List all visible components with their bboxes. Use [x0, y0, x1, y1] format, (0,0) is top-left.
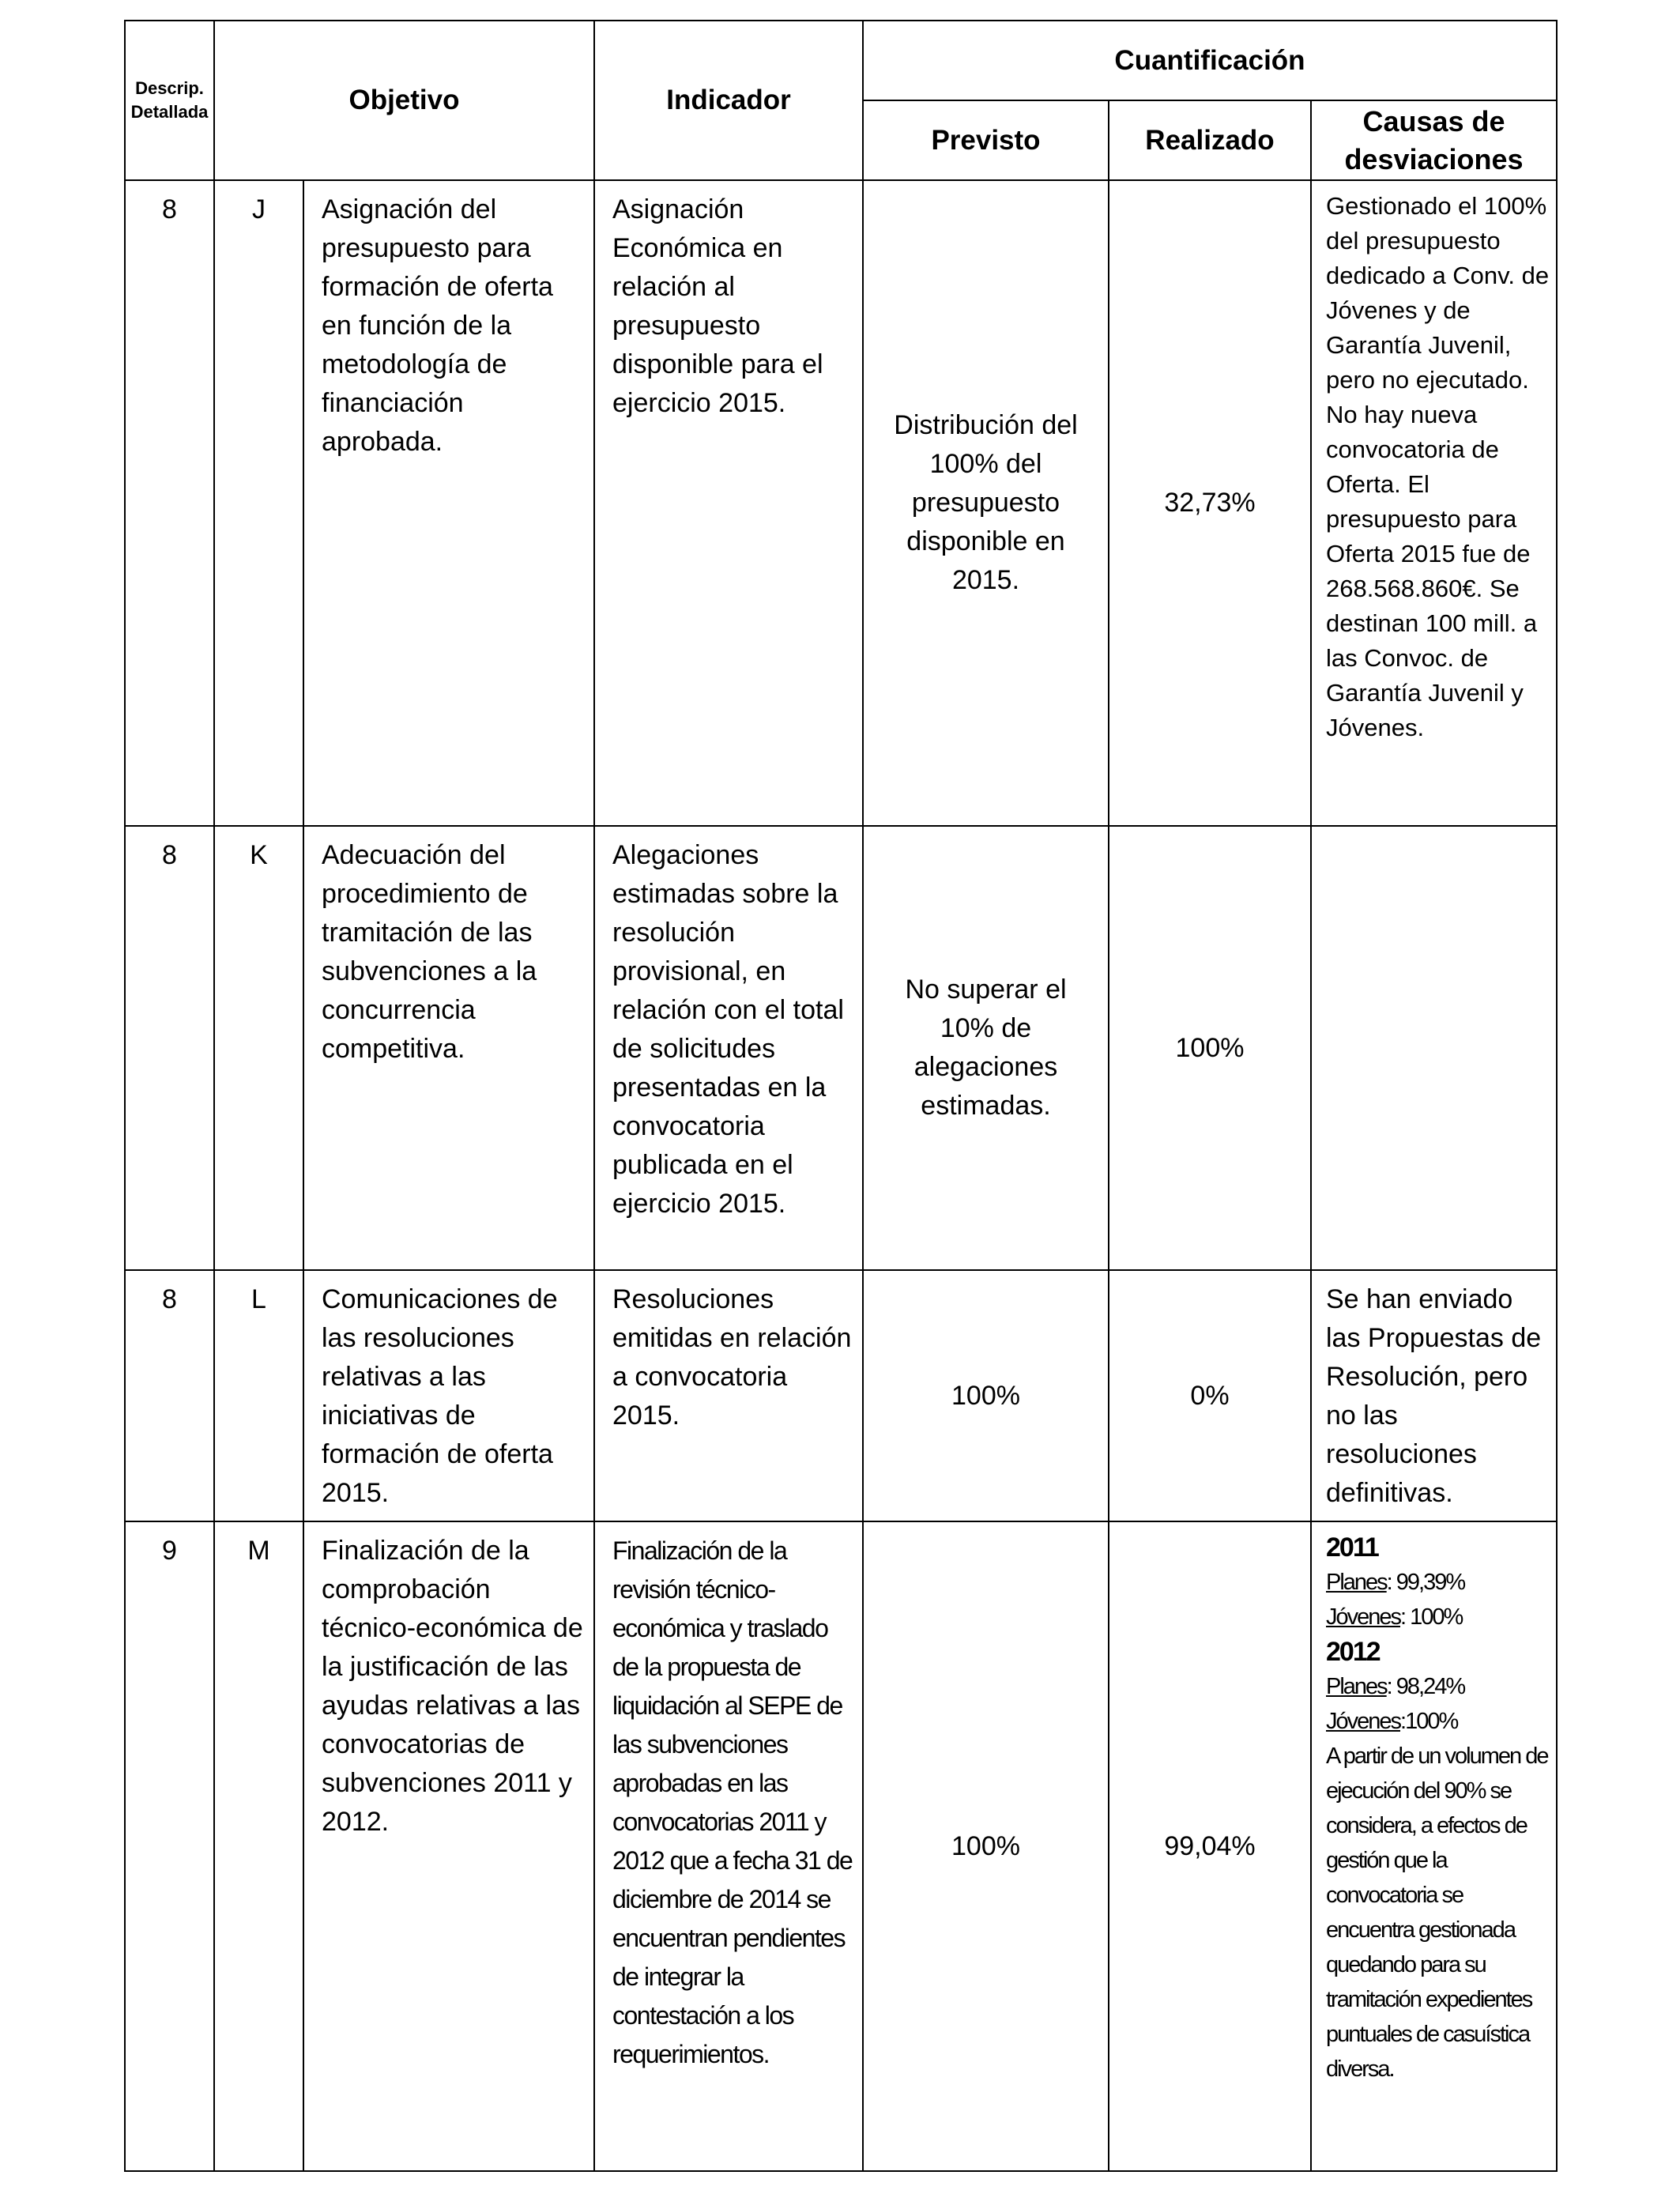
header-descrip: Descrip. Detallada — [125, 21, 214, 180]
jovenes-2012: Jóvenes:100% — [1326, 1709, 1458, 1734]
causas-cell: Se han enviado las Propuestas de Resolución, pero no las resoluciones definitivas. — [1311, 1270, 1557, 1521]
causas-cell: Gestionado el 100% del presupuesto dedicado a Conv. de Jóvenes y de Garantía Juvenil, pero no ejecutado. No hay nueva convocatoria de Oferta. El presupuesto para Oferta 2015 fue de 268.568.860€. Se destinan 100 mill. a las Convoc. de Garantía Juvenil y Jóvenes. — [1311, 180, 1557, 826]
previsto-cell: 100% — [863, 1521, 1109, 2171]
table-row — [125, 180, 1557, 826]
row-number: 8 — [125, 180, 214, 826]
causas-note: A partir de un volumen de ejecución del 90% se considera, a efectos de gestión que la convocatoria se encuentra gestionada quedando para su tramitación expedientes puntuales de casuística diversa. — [1326, 1744, 1548, 2082]
planes-2011: Planes: 99,39% — [1326, 1570, 1465, 1595]
previsto-cell: 100% — [863, 1270, 1109, 1521]
realizado-cell: 100% — [1109, 826, 1311, 1270]
header-objetivo: Objetivo — [214, 21, 594, 180]
indicador-cell: Resoluciones emitidas en relación a convocatoria 2015. — [594, 1270, 863, 1521]
indicador-cell: Asignación Económica en relación al presupuesto disponible para el ejercicio 2015. — [594, 180, 863, 826]
objetivo-cell: Finalización de la comprobación técnico-económica de la justificación de las ayudas relativas a las convocatorias de subvenciones 2011 y 2012. — [303, 1521, 594, 2171]
year-2012: 2012 — [1326, 1637, 1380, 1667]
header-previsto: Previsto — [863, 100, 1109, 180]
header-causas: Causas de desviaciones — [1311, 100, 1557, 180]
indicador-cell: Finalización de la revisión técnico-económica y traslado de la propuesta de liquidación al SEPE de las subvenciones aprobadas en las convocatorias 2011 y 2012 que a fecha 31 de diciembre de 2014 se encuentran pendientes de integrar la contestación a los requerimientos. — [594, 1521, 863, 2171]
realizado-cell: 32,73% — [1109, 180, 1311, 826]
year-2011: 2011 — [1326, 1532, 1378, 1563]
realizado-cell: 99,04% — [1109, 1521, 1311, 2171]
row-number: 8 — [125, 1270, 214, 1521]
causas-cell — [1311, 826, 1557, 1270]
realizado-cell: 0% — [1109, 1270, 1311, 1521]
header-indicador: Indicador — [594, 21, 863, 180]
indicador-cell: Alegaciones estimadas sobre la resolución provisional, en relación con el total de solicitudes presentadas en la convocatoria publicada en el ejercicio 2015. — [594, 826, 863, 1270]
row-number: 9 — [125, 1521, 214, 2171]
objetivo-cell: Asignación del presupuesto para formación de oferta en función de la metodología de financiación aprobada. — [303, 180, 594, 826]
table-row — [125, 826, 1557, 1270]
table-row — [125, 1270, 1557, 1521]
table-row — [125, 1521, 1557, 2171]
objetivo-cell: Adecuación del procedimiento de tramitación de las subvenciones a la concurrencia competitiva. — [303, 826, 594, 1270]
row-letter: K — [214, 826, 303, 1270]
objectives-table — [124, 20, 1558, 2172]
previsto-cell: Distribución del 100% del presupuesto disponible en 2015. — [863, 180, 1109, 826]
header-cuantificacion: Cuantificación — [863, 21, 1557, 100]
objetivo-cell: Comunicaciones de las resoluciones relativas a las iniciativas de formación de oferta 2015. — [303, 1270, 594, 1521]
row-letter: M — [214, 1521, 303, 2171]
jovenes-2011: Jóvenes: 100% — [1326, 1604, 1463, 1630]
row-number: 8 — [125, 826, 214, 1270]
causas-cell — [1311, 1521, 1557, 2171]
row-letter: J — [214, 180, 303, 826]
row-letter: L — [214, 1270, 303, 1521]
previsto-cell: No superar el 10% de alegaciones estimadas. — [863, 826, 1109, 1270]
header-realizado: Realizado — [1109, 100, 1311, 180]
planes-2012: Planes: 98,24% — [1326, 1674, 1465, 1699]
